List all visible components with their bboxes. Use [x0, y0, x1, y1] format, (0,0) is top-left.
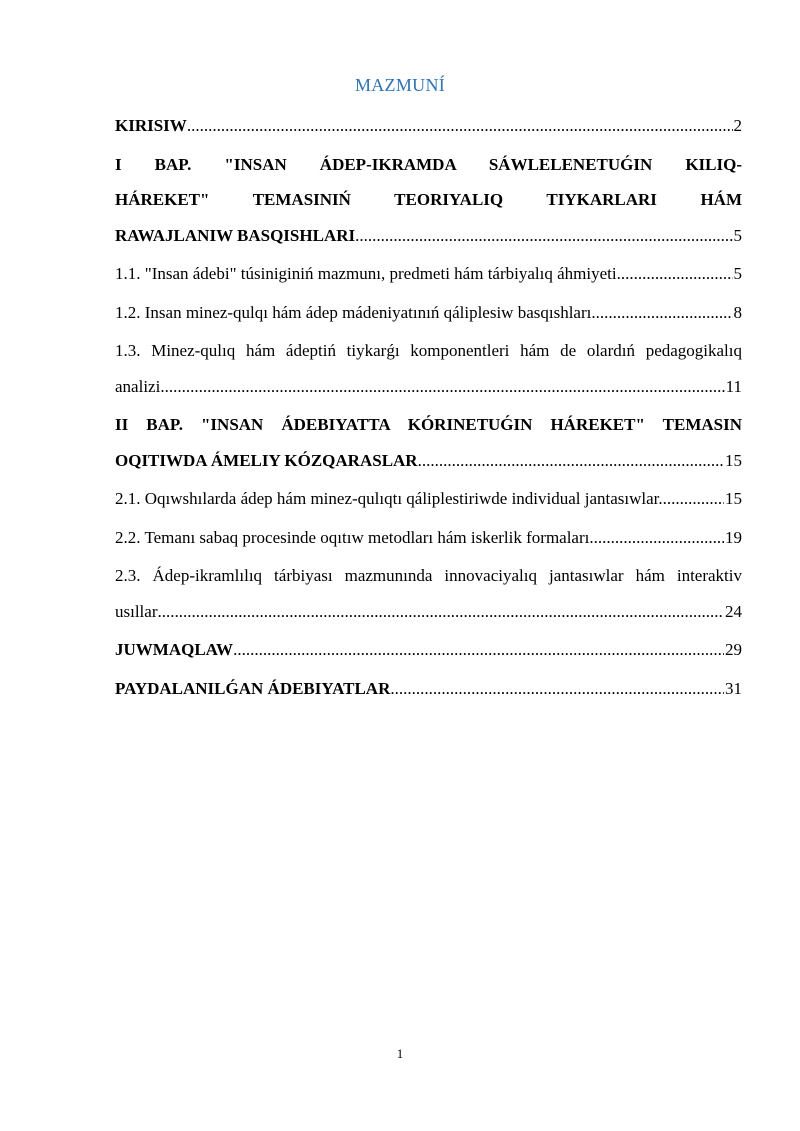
table-of-contents: [115, 108, 742, 706]
dot-leader: [663, 481, 724, 517]
toc-entry-section-2-1[interactable]: [115, 481, 742, 517]
page-number: 1: [396, 1046, 404, 1061]
dot-leader: [233, 632, 724, 668]
toc-entry-page: 29: [725, 640, 742, 659]
toc-entry-line: II BAP. "INSAN ÁDEBIYATTA KÓRINETUǴIN HÁREKET" TEMASIN: [115, 415, 742, 434]
dot-leader: [589, 520, 724, 556]
toc-entry-chapter-2[interactable]: [115, 407, 742, 478]
dot-leader: [617, 256, 733, 292]
dot-leader: [390, 671, 724, 707]
toc-entry-references[interactable]: [115, 671, 742, 707]
toc-entry-label: 1.2. Insan minez-qulqı hám ádep mádeniyatınıń qáliplesiw basqıshları: [115, 302, 592, 322]
toc-entry-conclusion[interactable]: [115, 632, 742, 668]
toc-entry-page: 31: [725, 678, 742, 698]
toc-entry-label: analizi: [115, 376, 161, 396]
toc-heading: MAZMUNÍ: [354, 75, 446, 95]
toc-entry-label: 2.1. Oqıwshılarda ádep hám minez-qulıqtı qáliplestiriwde individual jantasıwlar.: [115, 489, 663, 508]
toc-entry-label: RAWAJLANIW BASQISHLARI: [115, 225, 356, 245]
toc-entry-section-1-3[interactable]: [115, 333, 742, 404]
toc-entry-label: PAYDALANILǴAN ÁDEBIYATLAR: [115, 678, 391, 698]
dot-leader: [187, 108, 733, 144]
toc-entry-label: JUWMAQLAW: [115, 640, 234, 659]
toc-entry-page: 24: [725, 601, 742, 621]
toc-entry-page: 15: [725, 450, 742, 470]
dot-leader: [355, 218, 732, 254]
toc-entry-label: 1.1. "Insan ádebi" túsiniginiń mazmunı, predmeti hám tárbiyalıq áhmiyeti: [115, 264, 617, 283]
toc-entry-label: 2.2. Temanı sabaq procesinde oqıtıw metodları hám iskerlik formaları: [115, 527, 590, 547]
toc-entry-section-1-2[interactable]: [115, 295, 742, 331]
toc-entry-line: HÁREKET" TEMASINIŃ TEORIYALIQ TIYKARLARI HÁM: [115, 190, 742, 209]
dot-leader: [160, 369, 724, 405]
toc-entry-section-2-2[interactable]: [115, 520, 742, 556]
toc-entry-section-2-3[interactable]: [115, 558, 742, 629]
toc-entry-label: usıllar: [115, 601, 158, 621]
toc-entry-chapter-1[interactable]: [115, 147, 742, 254]
toc-entry-introduction[interactable]: [115, 108, 742, 144]
toc-entry-label: OQITIWDA ÁMELIY KÓZQARASLAR: [115, 450, 418, 470]
toc-entry-page: 5: [733, 264, 742, 283]
toc-entry-label: KIRISIW: [115, 116, 187, 135]
toc-entry-line: I BAP. "INSAN ÁDEP-IKRAMDA SÁWLELENETUǴIN KILIQ-: [115, 154, 742, 174]
toc-entry-line: 2.3. Ádep-ikramlılıq tárbiyası mazmunında innovaciyalıq jantasıwlar hám interaktiv: [115, 566, 742, 585]
dot-leader: [158, 594, 725, 630]
dot-leader: [418, 443, 724, 479]
dot-leader: [591, 295, 732, 331]
toc-entry-line: 1.3. Minez-qulıq hám ádeptiń tiykarǵı komponentleri hám de olardıń pedagogikalıq: [115, 341, 742, 360]
toc-entry-section-1-1[interactable]: [115, 256, 742, 292]
toc-entry-page: 15: [725, 489, 742, 508]
toc-entry-page: 8: [733, 302, 742, 322]
toc-entry-page: 2: [733, 116, 742, 135]
toc-entry-page: 11: [725, 376, 742, 396]
toc-entry-page: 5: [733, 225, 742, 245]
toc-entry-page: 19: [725, 527, 742, 547]
